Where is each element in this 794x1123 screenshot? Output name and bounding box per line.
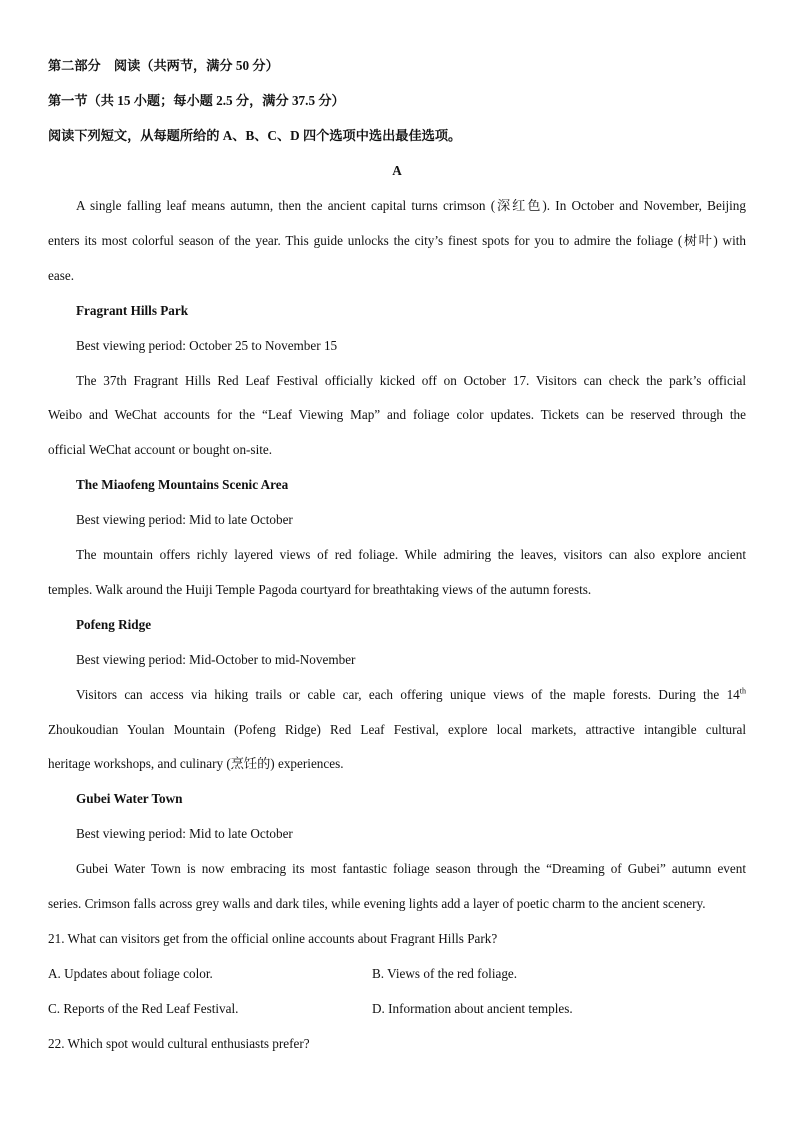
- spot-title-fragrant-hills: Fragrant Hills Park: [76, 303, 189, 318]
- spot-period-pofeng: Best viewing period: Mid-October to mid-November: [76, 652, 356, 667]
- spot-text-line: temples. Walk around the Huiji Temple Pagoda courtyard for breathtaking views of the autumn forests.: [48, 582, 592, 597]
- spot-period-fragrant-hills: Best viewing period: October 25 to November 15: [76, 338, 338, 353]
- spot-period-miaofeng: Best viewing period: Mid to late October: [76, 512, 293, 527]
- intro-line-2: enters its most colorful season of the year. This guide unlocks the city’s finest spots for you to admire the foliage (树叶) with: [48, 233, 746, 248]
- spot-text-line: Zhoukoudian Youlan Mountain (Pofeng Ridge) Red Leaf Festival, explore local markets, attractive intangible cultural: [48, 722, 746, 737]
- spot-text-line: Gubei Water Town is now embracing its most fantastic foliage season through the “Dreaming of Gubei” autumn event: [76, 861, 746, 876]
- option-d: D. Information about ancient temples.: [372, 1001, 573, 1016]
- spot-text-line: The 37th Fragrant Hills Red Leaf Festival officially kicked off on October 17. Visitors can check the park’s official: [76, 373, 746, 388]
- passage-label: A: [392, 163, 402, 178]
- option-b: B. Views of the red foliage.: [372, 966, 518, 981]
- spot-text-line: Weibo and WeChat accounts for the “Leaf Viewing Map” and foliage color updates. Tickets can be reserved through the: [48, 407, 746, 422]
- spot-title-pofeng: Pofeng Ridge: [76, 617, 152, 632]
- spot-period-gubei: Best viewing period: Mid to late October: [76, 826, 293, 841]
- spot-text-line: [76, 686, 746, 704]
- question-stem-22: 22. Which spot would cultural enthusiasts prefer?: [48, 1036, 310, 1051]
- spot-text-span: Visitors can access via hiking trails or cable car, each offering unique views of the maple forests. During the 14: [76, 687, 740, 702]
- ordinal-suffix: th: [739, 686, 746, 696]
- spot-title-miaofeng: The Miaofeng Mountains Scenic Area: [76, 477, 289, 492]
- spot-text-line: official WeChat account or bought on-site.: [48, 442, 273, 457]
- spot-text-line: series. Crimson falls across grey walls and dark tiles, while evening lights add a layer of poetic charm to the ancient scenery.: [48, 896, 706, 911]
- spot-text-line: heritage workshops, and culinary (烹饪的) experiences.: [48, 756, 344, 771]
- intro-line-1: A single falling leaf means autumn, then the ancient capital turns crimson (深红色). In October and November, Beijing: [76, 198, 746, 213]
- option-a: A. Updates about foliage color.: [48, 966, 213, 981]
- option-c: C. Reports of the Red Leaf Festival.: [48, 1001, 239, 1016]
- section-heading: 第一节（共 15 小题；每小题 2.5 分，满分 37.5 分）: [48, 93, 345, 108]
- instruction-text: 阅读下列短文，从每题所给的 A、B、C、D 四个选项中选出最佳选项。: [48, 128, 462, 143]
- question-stem-21: 21. What can visitors get from the official online accounts about Fragrant Hills Park?: [48, 931, 498, 946]
- part-heading: 第二部分 阅读（共两节，满分 50 分）: [48, 58, 279, 73]
- spot-text-line: The mountain offers richly layered views of red foliage. While admiring the leaves, visitors can also explore ancient: [76, 547, 746, 562]
- intro-line-3: ease.: [48, 268, 74, 283]
- spot-title-gubei: Gubei Water Town: [76, 791, 183, 806]
